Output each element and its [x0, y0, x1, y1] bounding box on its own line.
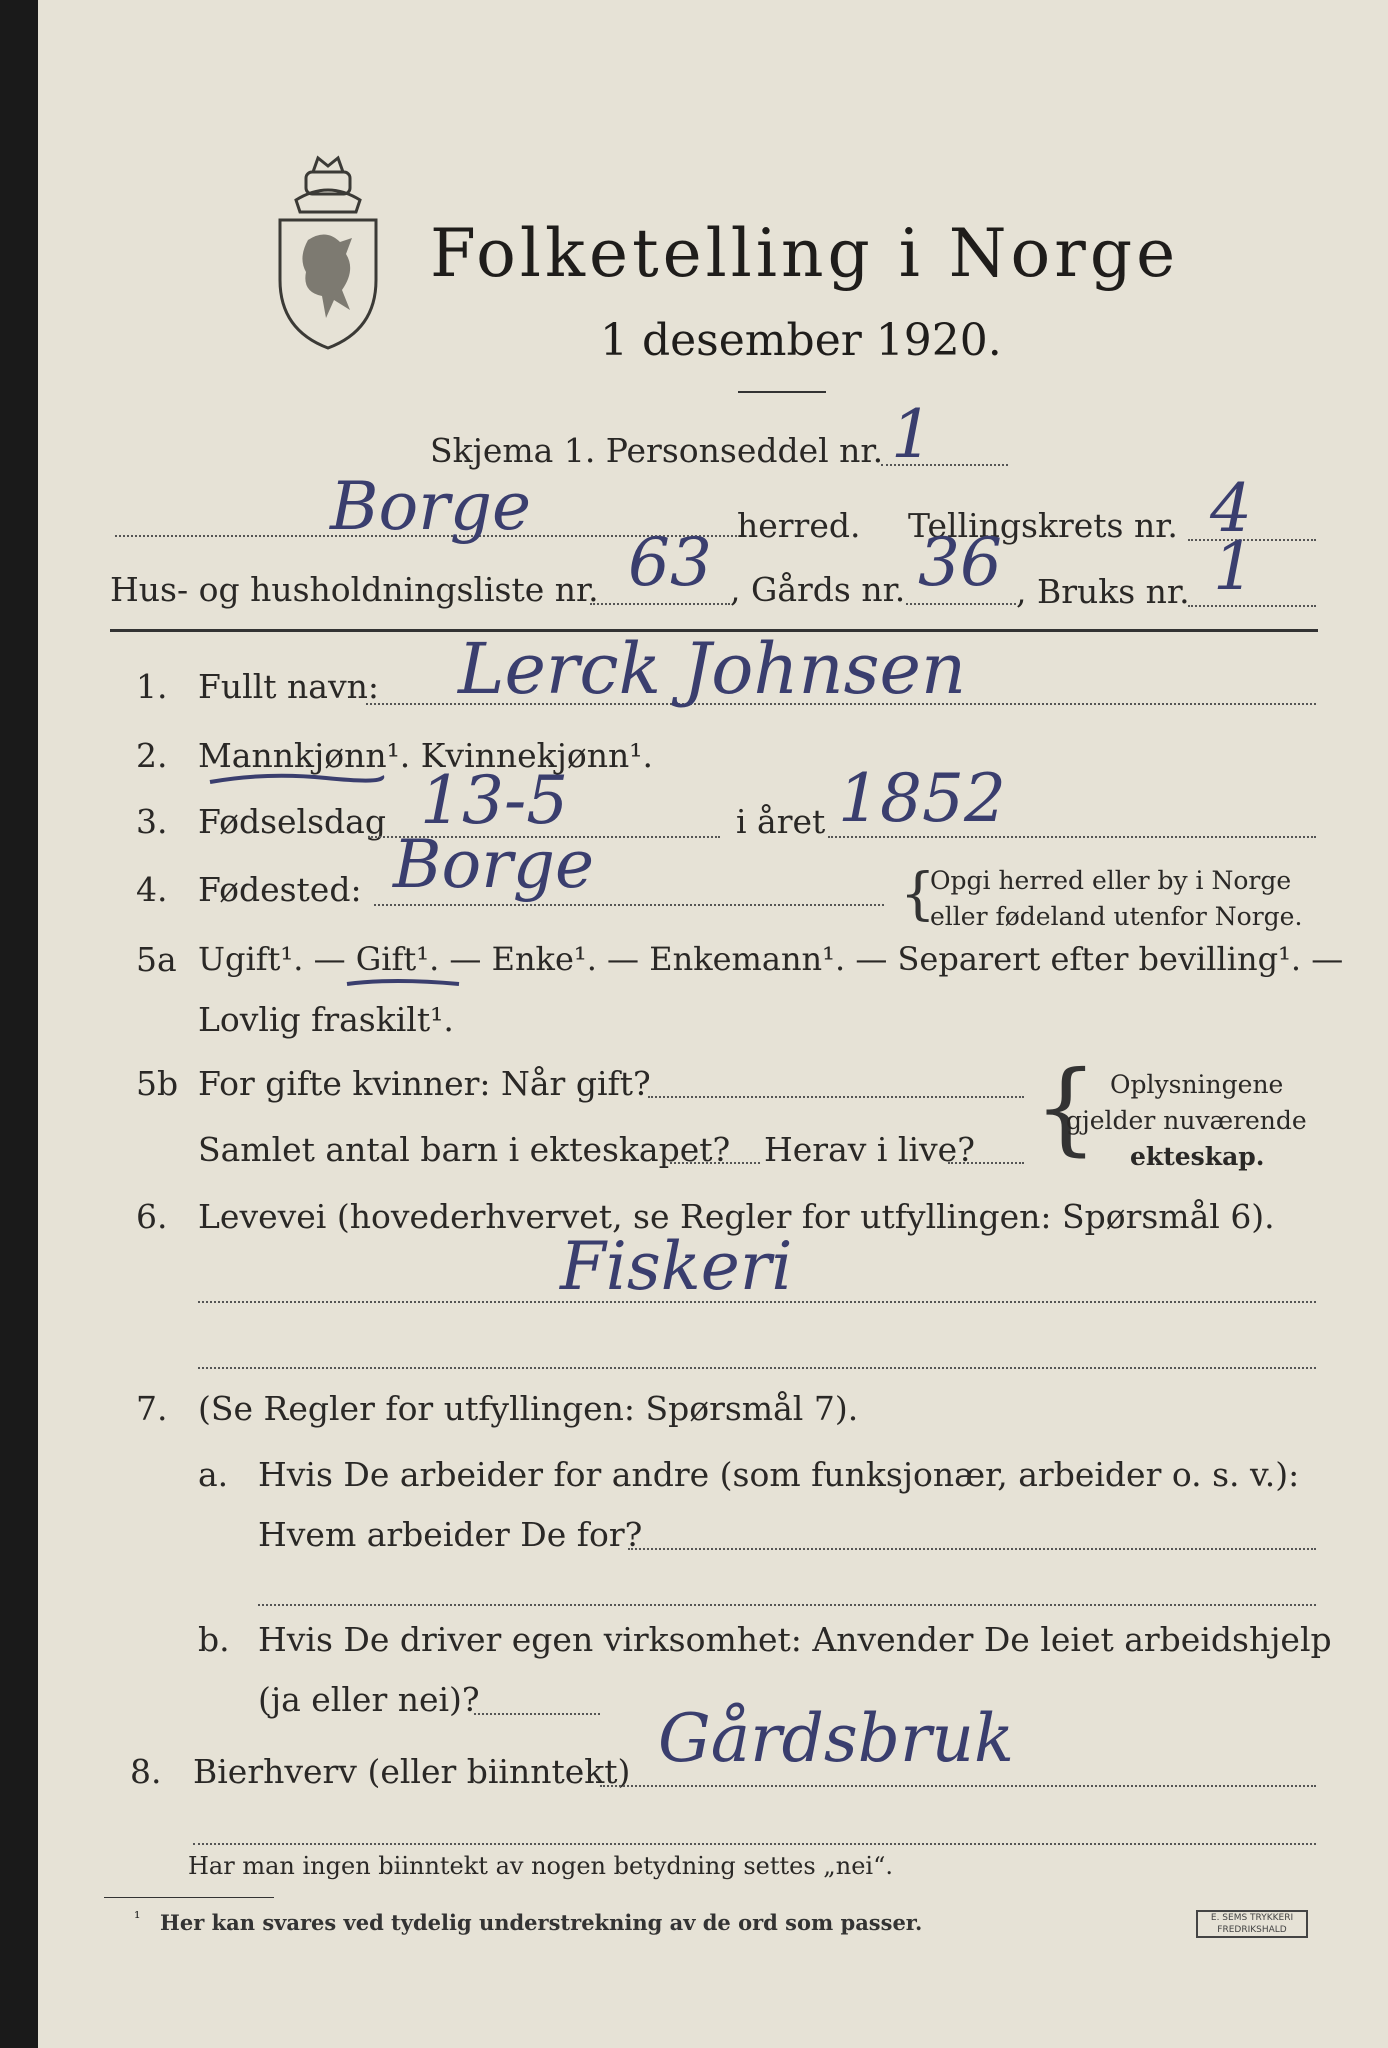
- q5b-children-label: Samlet antal barn i ekteskapet?: [198, 1130, 731, 1169]
- hus-label: Hus- og husholdningsliste nr.: [110, 570, 599, 609]
- herred-label: herred.: [737, 506, 861, 545]
- bruks-line: [1188, 605, 1316, 607]
- q5b-note-line2: gjelder nuværende: [1066, 1106, 1307, 1135]
- norwegian-coat-of-arms-icon: [268, 150, 388, 355]
- q5a-line2: Lovlig fraskilt¹.: [198, 1000, 454, 1039]
- q4-birthplace-value: Borge: [393, 826, 595, 903]
- q1-label: Fullt navn:: [198, 667, 379, 706]
- gards-label: , Gårds nr.: [730, 570, 906, 609]
- q7-number: 7.: [136, 1389, 168, 1428]
- q5b-when-married-line: [648, 1096, 1024, 1098]
- q6-label: Levevei (hovederhvervet, se Regler for utfyllingen: Spørsmål 6).: [198, 1197, 1275, 1236]
- hus-value: 63: [628, 524, 712, 601]
- q4-label: Fødested:: [198, 870, 362, 909]
- q8-label: Bierhverv (eller biinntekt): [193, 1752, 631, 1791]
- printer-stamp: [1196, 1910, 1308, 1938]
- q3-label: Fødselsdag: [198, 802, 386, 841]
- q4-note-line2: eller fødeland utenfor Norge.: [930, 902, 1303, 931]
- bruks-label: , Bruks nr.: [1016, 572, 1190, 611]
- q7b-line1: Hvis De driver egen virksomhet: Anvender De leiet arbeidshjelp: [258, 1620, 1332, 1659]
- q5b-alive-label: Herav i live?: [764, 1130, 975, 1169]
- q1-number: 1.: [136, 667, 168, 706]
- q3-birth-year: 1852: [838, 760, 1006, 837]
- q2-number: 2.: [136, 736, 168, 775]
- title-divider: [738, 391, 826, 393]
- q5b-alive-line: [948, 1162, 1024, 1164]
- q5b-when-married-label: For gifte kvinner: Når gift?: [198, 1064, 651, 1103]
- tellingskrets-label: Tellingskrets nr.: [908, 506, 1178, 545]
- printer-stamp-line1: E. SEMS TRYKKERI: [1210, 1913, 1294, 1923]
- q4-note-line1: Opgi herred eller by i Norge: [930, 866, 1292, 895]
- q8-line2: [193, 1843, 1316, 1845]
- gards-line: [906, 603, 1016, 605]
- q4-note-brace: {: [900, 862, 936, 927]
- q1-full-name: Lerck Johnsen: [458, 628, 967, 710]
- q3-number: 3.: [136, 802, 168, 841]
- q5b-note-line3: ekteskap.: [1130, 1142, 1265, 1171]
- person-nr-value: 1: [891, 396, 933, 473]
- q8-line1: [600, 1785, 1316, 1787]
- footnote-divider: [104, 1897, 274, 1898]
- q5a-marital-options: Ugift¹. — Gift¹. — Enke¹. — Enkemann¹. — Separert efter bevilling¹. —: [198, 940, 1344, 978]
- q5b-note-brace: {: [1034, 1049, 1098, 1166]
- q7a-employer-line2: [258, 1604, 1316, 1606]
- q8-number: 8.: [130, 1752, 162, 1791]
- q5b-children-line: [670, 1162, 760, 1164]
- q6-number: 6.: [136, 1197, 168, 1236]
- q7a-employer-line: [628, 1548, 1316, 1550]
- q7-label: (Se Regler for utfyllingen: Spørsmål 7).: [198, 1389, 859, 1428]
- q7a-line1: Hvis De arbeider for andre (som funksjonær, arbeider o. s. v.):: [258, 1455, 1300, 1494]
- q7b-hired-help-line: [474, 1713, 600, 1715]
- gards-value: 36: [918, 524, 1002, 601]
- form-title: Folketelling i Norge: [430, 215, 1180, 292]
- q7b-number: b.: [198, 1620, 230, 1659]
- biinntekt-note: Har man ingen biinntekt av nogen betydning settes „nei“.: [188, 1852, 893, 1880]
- gift-underline-mark: [343, 974, 463, 994]
- q5b-number: 5b: [136, 1064, 179, 1103]
- footnote-mark: ¹: [134, 1908, 141, 1927]
- q7b-hired-help-label: (ja eller nei)?: [258, 1680, 480, 1719]
- q7a-employer-label: Hvem arbeider De for?: [258, 1515, 643, 1554]
- q5b-note-line1: Oplysningene: [1110, 1070, 1284, 1099]
- q3-year-label: i året: [736, 802, 826, 841]
- printer-stamp-line2: FREDRIKSHALD: [1217, 1925, 1287, 1935]
- q4-number: 4.: [136, 870, 168, 909]
- schema-label: Skjema 1. Personseddel nr.: [430, 431, 884, 470]
- q6-line2: [198, 1367, 1316, 1369]
- q3-birthday-value: 13-5: [420, 762, 569, 839]
- census-form-sheet: [38, 0, 1388, 2048]
- q5a-number: 5a: [136, 940, 177, 979]
- q8-secondary-occupation-value: Gårdsbruk: [658, 1700, 1015, 1777]
- footnote-text: Her kan svares ved tydelig understrekning av de ord som passer.: [160, 1910, 923, 1935]
- q6-occupation-value: Fiskeri: [560, 1228, 793, 1305]
- q7a-number: a.: [198, 1455, 229, 1494]
- hus-line: [590, 603, 730, 605]
- census-date: 1 desember 1920.: [600, 315, 1002, 366]
- q4-line: [374, 904, 884, 906]
- herred-value: Borge: [330, 468, 532, 545]
- tellingskrets-value: 4: [1210, 470, 1252, 547]
- bruks-value: 1: [1213, 528, 1255, 605]
- gender-underline-mark: [206, 766, 386, 790]
- q2-gender-options: Mannkjønn¹. Kvinnekjønn¹.: [198, 736, 653, 775]
